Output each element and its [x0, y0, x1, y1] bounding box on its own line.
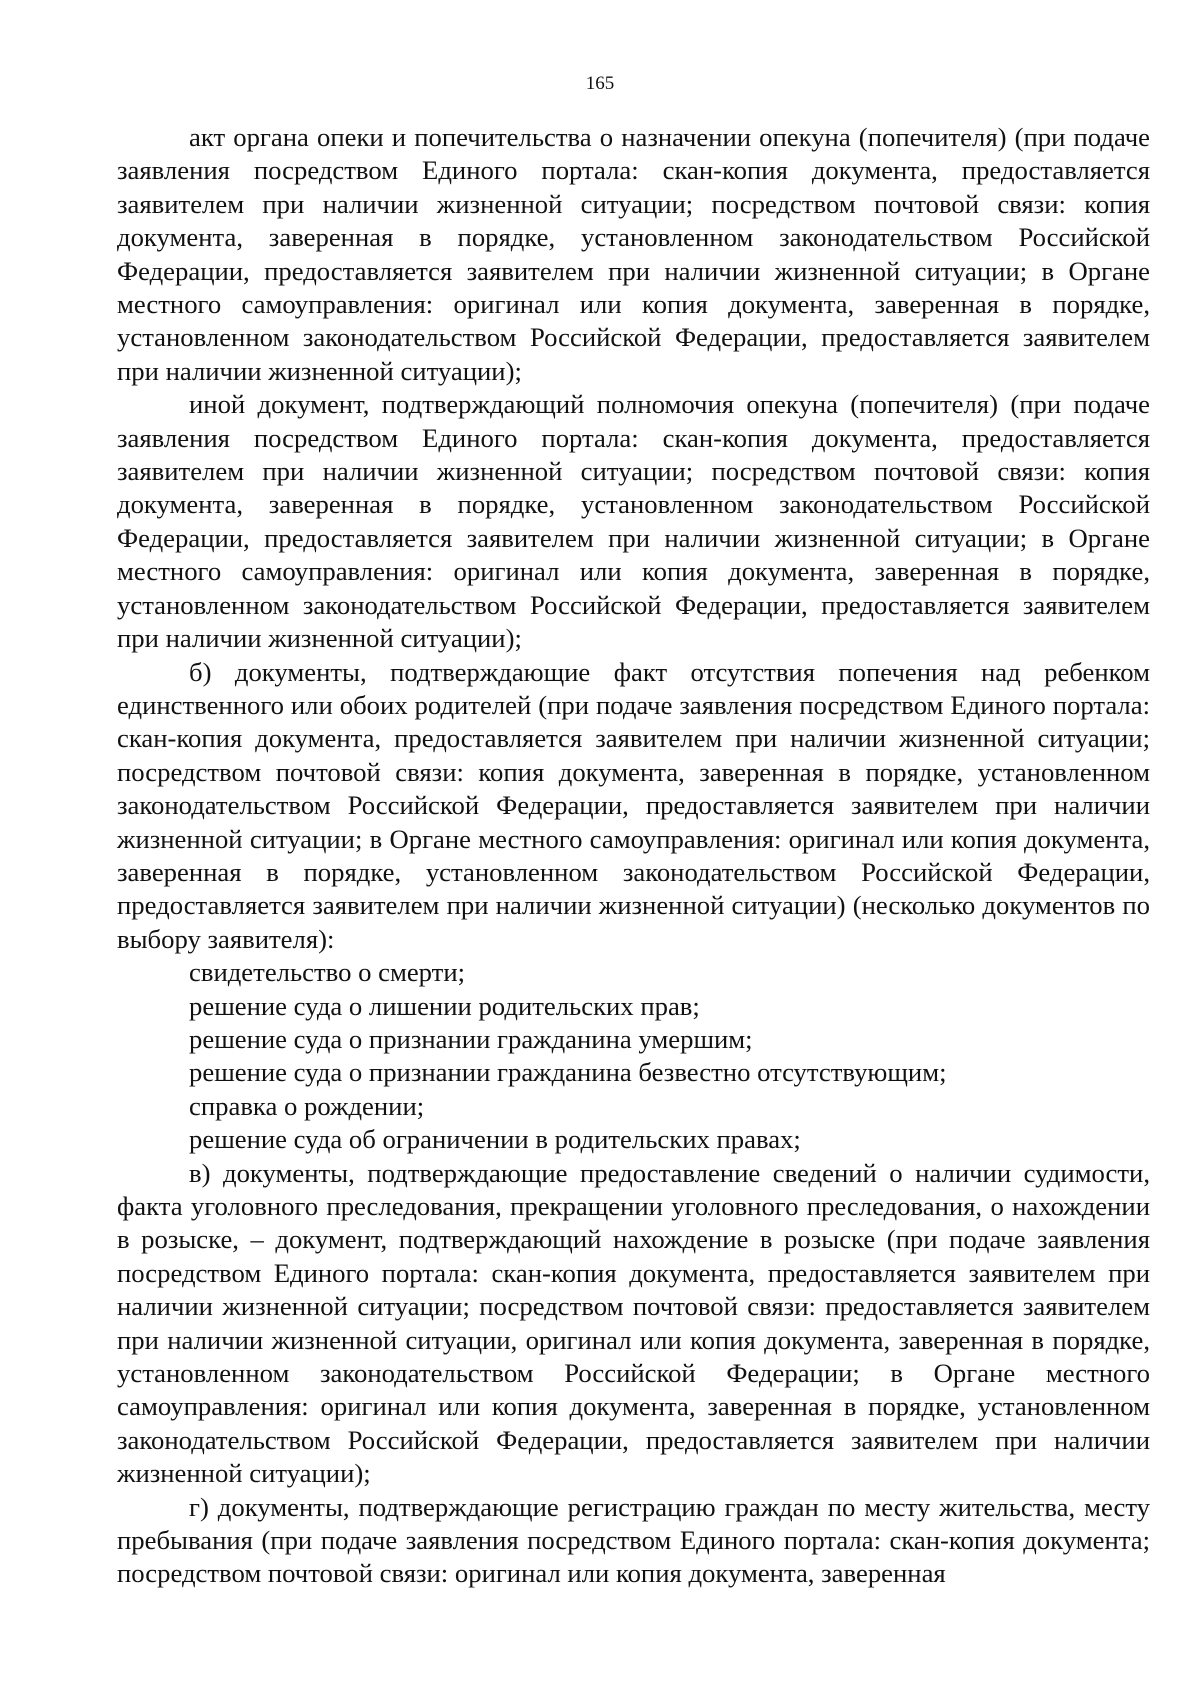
paragraph-v-criminal-record: в) документы, подтверждающие предоставление сведений о наличии судимости, факта уголовного преследования, прекращении уголовного преследования, о нахождении в розыске, – документ, подтверждающий нахождение в розыске (при подаче заявления посредством Единого портала: скан-копия документа, предоставляется заявителем при наличии жизненной ситуации; посредством почтовой связи: предоставляется заявителем при наличии жизненной ситуации, оригинал или копия документа, заверенная в порядке, установленном законодательством Российской Федерации; в Органе местного самоуправления: оригинал или копия документа, заверенная в порядке, установленном законодательством Российской Федерации, предоставляется заявителем при наличии жизненной ситуации);	[117, 1157, 1150, 1489]
paragraph-b-absence-of-care: б) документы, подтверждающие факт отсутствия попечения над ребенком единственного или обоих родителей (при подаче заявления посредством Единого портала: скан-копия документа, предоставляется заявителем при наличии жизненной ситуации; посредством почтовой связи: копия документа, заверенная в порядке, установленном законодательством Российской Федерации, предоставляется заявителем при наличии жизненной ситуации; в Органе местного самоуправления: оригинал или копия документа, заверенная в порядке, установленном законодательством Российской Федерации, предоставляется заявителем при наличии жизненной ситуации) (несколько документов по выбору заявителя):	[117, 656, 1150, 954]
paragraph-g-registration: г) документы, подтверждающие регистрацию граждан по месту жительства, месту пребывания (при подаче заявления посредством Единого портала: скан-копия документа; посредством почтовой связи: оригинал или копия документа, заверенная	[117, 1491, 1150, 1589]
document-body	[117, 121, 1150, 1591]
list-item: свидетельство о смерти;	[189, 957, 466, 988]
list-item: решение суда об ограничении в родительских правах;	[189, 1124, 801, 1155]
paragraph-guardianship-act: акт органа опеки и попечительства о назначении опекуна (попечителя) (при подаче заявления посредством Единого портала: скан-копия документа, предоставляется заявителем при наличии жизненной ситуации; посредством почтовой связи: копия документа, заверенная в порядке, установленном законодательством Российской Федерации, предоставляется заявителем при наличии жизненной ситуации; в Органе местного самоуправления: оригинал или копия документа, заверенная в порядке, установленном законодательством Российской Федерации, предоставляется заявителем при наличии жизненной ситуации);	[117, 122, 1150, 386]
paragraph-other-guardian-document: иной документ, подтверждающий полномочия опекуна (попечителя) (при подаче заявления посредством Единого портала: скан-копия документа, предоставляется заявителем при наличии жизненной ситуации; посредством почтовой связи: копия документа, заверенная в порядке, установленном законодательством Российской Федерации, предоставляется заявителем при наличии жизненной ситуации; в Органе местного самоуправления: оригинал или копия документа, заверенная в порядке, установленном законодательством Российской Федерации, предоставляется заявителем при наличии жизненной ситуации);	[117, 389, 1150, 654]
list-item: решение суда о признании гражданина безвестно отсутствующим;	[189, 1057, 947, 1088]
list-item: решение суда о лишении родительских прав;	[189, 990, 700, 1021]
list-item: решение суда о признании гражданина умершим;	[189, 1023, 753, 1054]
list-item: справка о рождении;	[189, 1090, 425, 1121]
page-number: 165	[585, 73, 615, 94]
